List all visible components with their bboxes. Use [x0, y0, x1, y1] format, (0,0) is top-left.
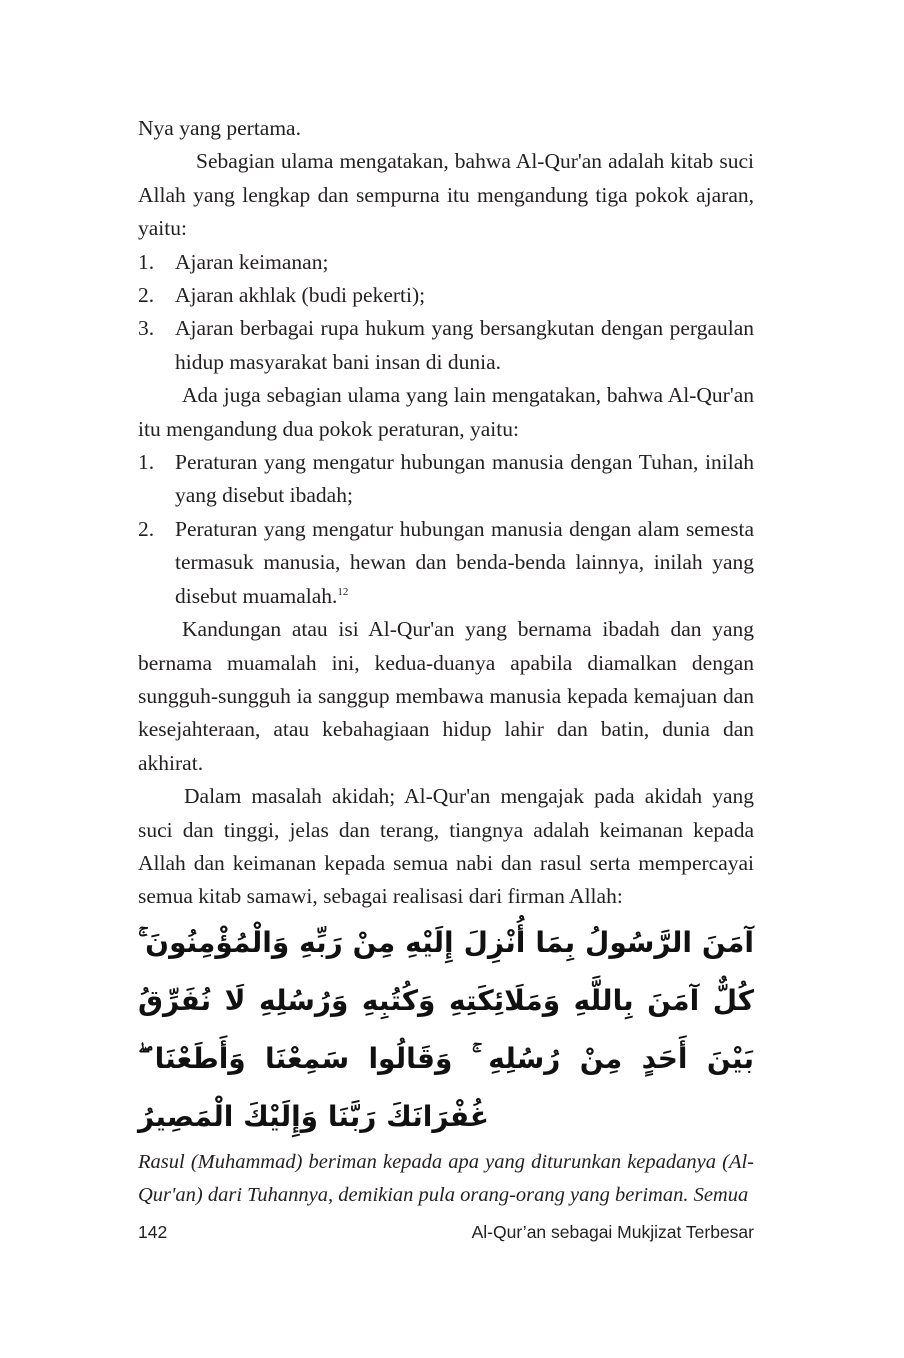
list-item: [138, 312, 754, 379]
paragraph-two-rules: Ada juga sebagian ulama yang lain mengatakan, bahwa Al-Qur'an itu mengandung dua pokok peraturan, yaitu:: [138, 383, 754, 441]
list-text: Ajaran berbagai rupa hukum yang bersangkutan dengan pergaulan hidup masyarakat bani insan di dunia.: [175, 316, 754, 374]
list-two-rules: [138, 446, 754, 613]
list-three-teachings: [138, 246, 754, 380]
list-item: [138, 246, 754, 279]
list-item: [138, 513, 754, 613]
list-number: 1.: [138, 450, 155, 475]
verse-translation: Rasul (Muhammad) beriman kepada apa yang diturunkan kepadanya (Al-Qur'an) dari Tuhannya, demikian pula orang-orang yang beriman. Semua: [138, 1150, 754, 1207]
paragraph-akidah: Dalam masalah akidah; Al-Qur'an mengajak pada akidah yang suci dan tinggi, jelas dan terang, tiangnya adalah keimanan kepada Allah dan keimanan kepada semua nabi dan rasul serta mempercayai semua kitab samawi, sebagai realisasi dari firman Allah:: [138, 784, 754, 909]
page-body: [138, 112, 754, 1213]
page-number: 142: [138, 1222, 168, 1242]
list-number: 3.: [138, 316, 155, 341]
list-text: Peraturan yang mengatur hubungan manusia dengan Tuhan, inilah yang disebut ibadah;: [175, 450, 754, 508]
list-text: Peraturan yang mengatur hubungan manusia dengan alam semesta termasuk manusia, hewan dan benda-benda lainnya, inilah yang disebut muamalah.: [175, 516, 754, 608]
list-item: [138, 279, 754, 312]
list-item: [138, 446, 754, 513]
list-text: Ajaran keimanan;: [175, 249, 329, 274]
paragraph-three-teachings: Sebagian ulama mengatakan, bahwa Al-Qur'an adalah kitab suci Allah yang lengkap dan sempurna itu mengandung tiga pokok ajaran, yaitu:: [138, 149, 754, 241]
list-number: 1.: [138, 249, 155, 274]
list-number: 2.: [138, 283, 155, 308]
list-text: Ajaran akhlak (budi pekerti);: [175, 283, 426, 308]
footnote-marker: 12: [337, 585, 349, 598]
paragraph-continuation: Nya yang pertama.: [138, 116, 301, 140]
paragraph-ibadah-muamalah: Kandungan atau isi Al-Qur'an yang bernama ibadah dan yang bernama muamalah ini, kedua-duanya apabila diamalkan dengan sungguh-sungguh ia sanggup membawa manusia kepada kemajuan dan kesejahteraan, atau kebahagiaan hidup lahir dan batin, dunia dan akhirat.: [138, 617, 754, 775]
quran-verse-arabic: آمَنَ الرَّسُولُ بِمَا أُنْزِلَ إِلَيْهِ مِنْ رَبِّهِ وَالْمُؤْمِنُونَ ۚ كُلٌّ آمَنَ بِاللَّهِ وَمَلَائِكَتِهِ وَكُتُبِهِ وَرُسُلِهِ لَا نُفَرِّقُ بَيْنَ أَحَدٍ مِنْ رُسُلِهِ ۚ وَقَالُوا سَمِعْنَا وَأَطَعْنَا ۖ غُفْرَانَكَ رَبَّنَا وَإِلَيْكَ الْمَصِيرُ: [138, 925, 754, 1133]
running-title: Al-Qur’an sebagai Mukjizat Terbesar: [471, 1222, 754, 1242]
list-number: 2.: [138, 516, 155, 541]
